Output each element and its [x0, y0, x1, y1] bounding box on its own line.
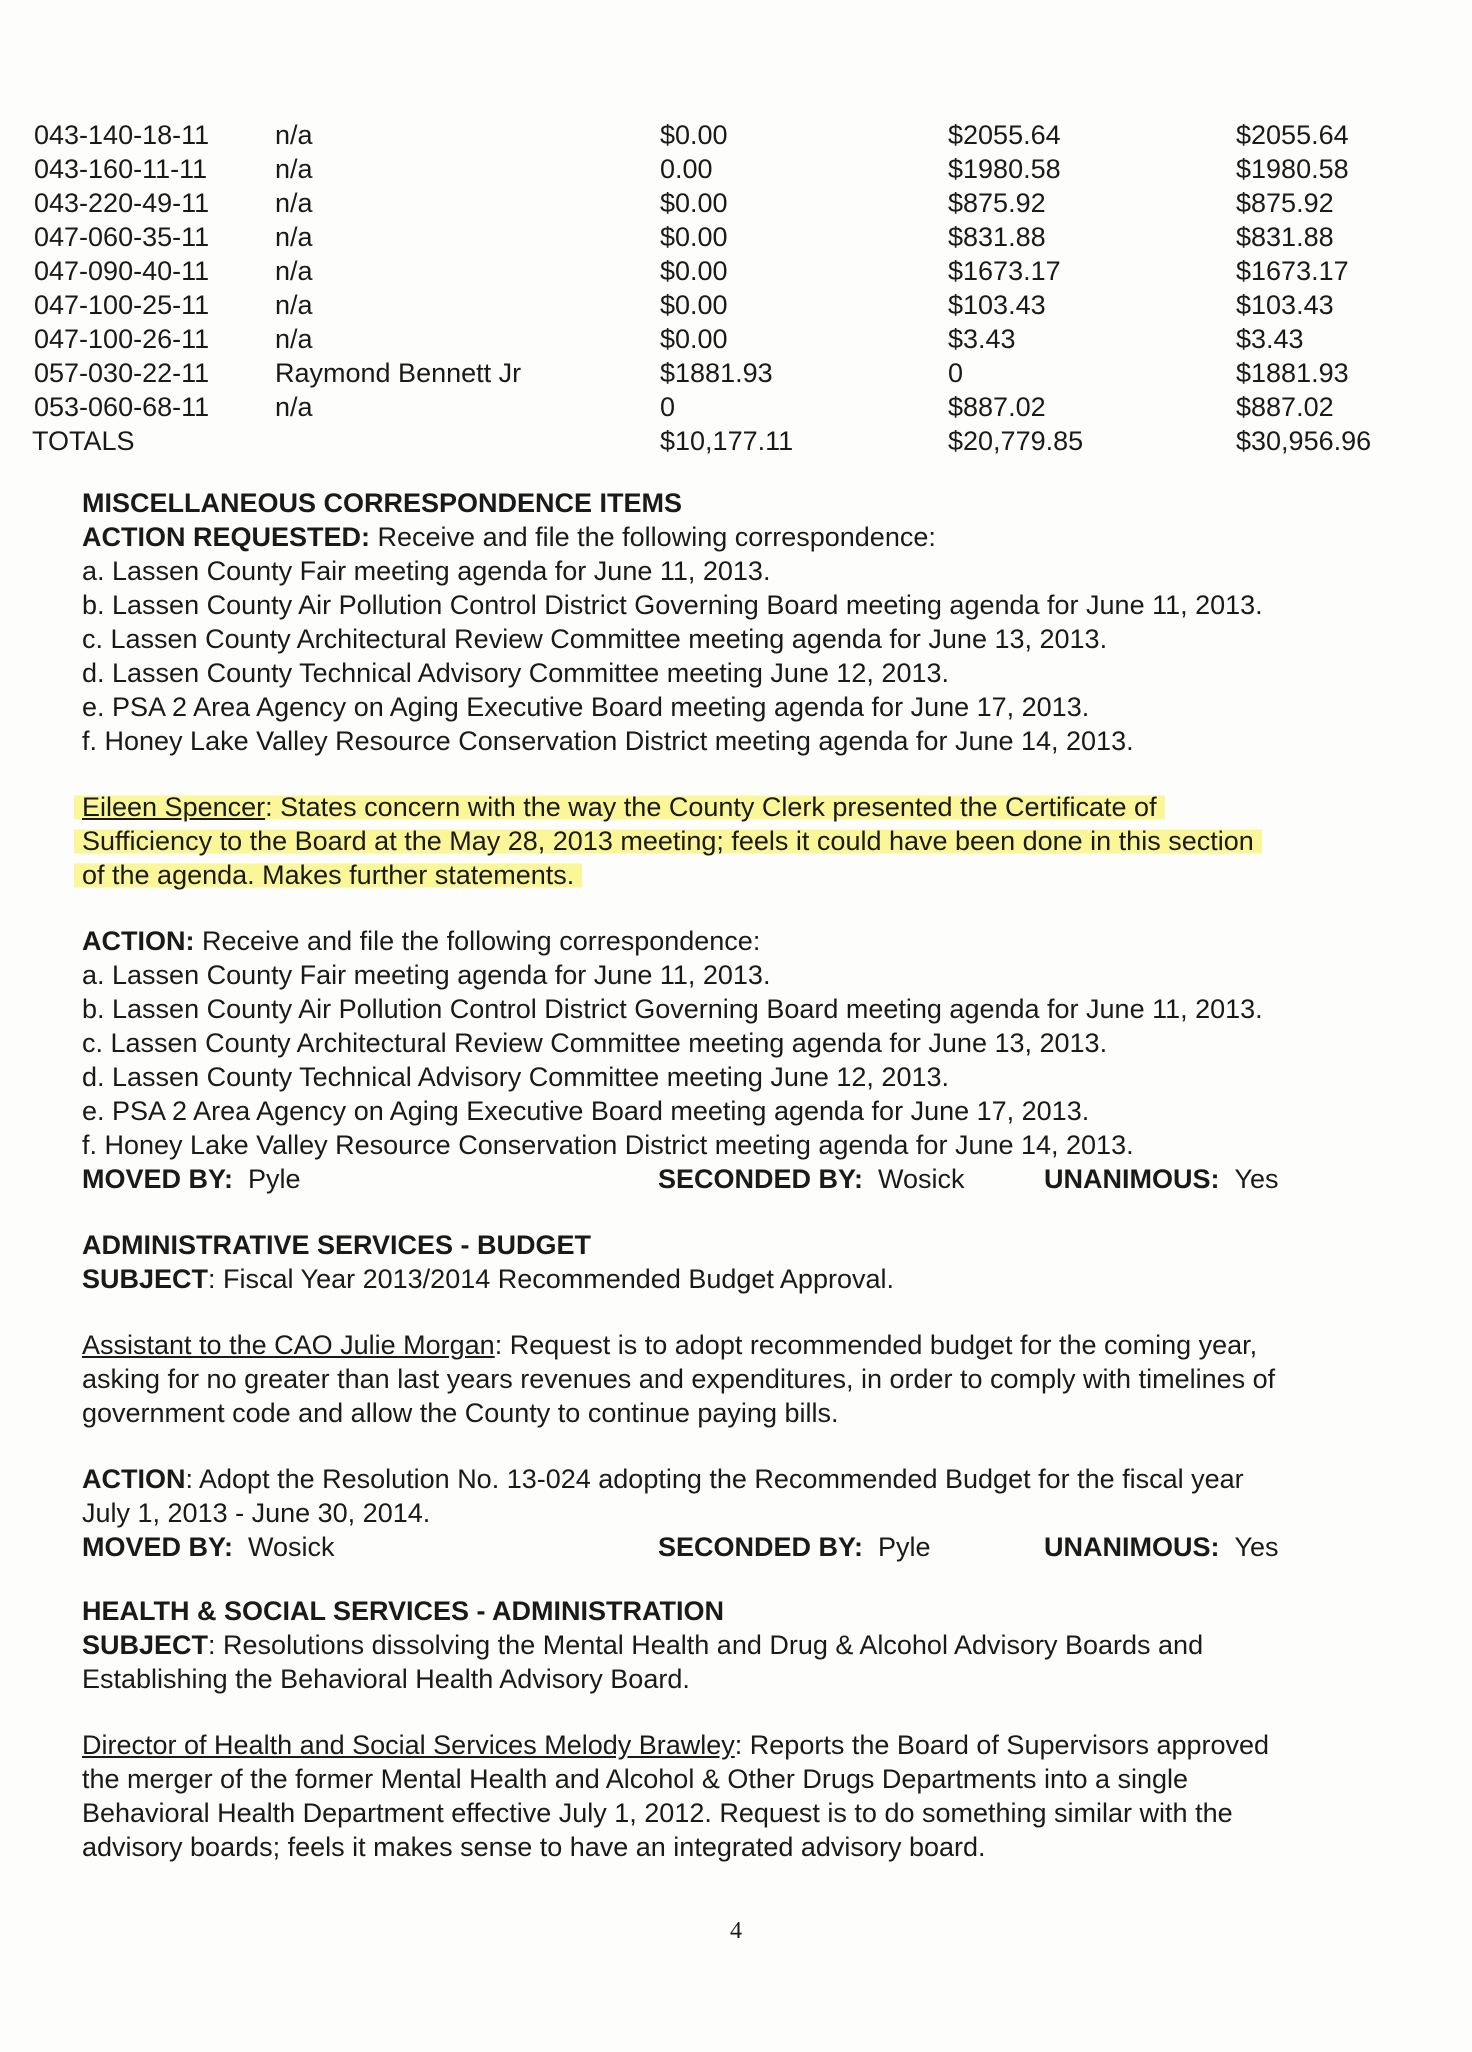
comment-text: : States concern with the way the County Clerk presented the Certificate of [265, 792, 1157, 822]
owner-name: n/a [275, 154, 313, 184]
owner-name: n/a [275, 392, 313, 422]
action-requested [82, 520, 1382, 554]
moved-by-value: Pyle [248, 1164, 301, 1194]
amount-total: $1980.58 [1236, 154, 1349, 184]
public-comment [82, 790, 1382, 892]
owner-name: n/a [275, 324, 313, 354]
table-row [34, 186, 1394, 220]
parcel-number: 057-030-22-11 [34, 358, 210, 388]
amount-total: $3.43 [1236, 324, 1304, 354]
speaker-name: Assistant to the CAO Julie Morgan [82, 1330, 495, 1360]
seconded-by-label: SECONDED BY: [658, 1532, 864, 1562]
amount-b: $887.02 [948, 392, 1046, 422]
owner-name: n/a [275, 290, 313, 320]
unanimous-label: UNANIMOUS: [1044, 1532, 1220, 1562]
subject-label: SUBJECT [82, 1264, 209, 1294]
speaker-name: Director of Health and Social Services Melody Brawley [82, 1730, 735, 1760]
parcel-number: 047-090-40-11 [34, 256, 210, 286]
total-c: $30,956.96 [1236, 426, 1372, 456]
budget-section [82, 1228, 1382, 1296]
action-label: ACTION: [82, 926, 195, 956]
unanimous-label: UNANIMOUS: [1044, 1164, 1220, 1194]
table-row [34, 390, 1394, 424]
table-row [34, 220, 1394, 254]
list-item: a. Lassen County Fair meeting agenda for June 11, 2013. [82, 960, 771, 990]
owner-name: n/a [275, 256, 313, 286]
parcel-number: 053-060-68-11 [34, 392, 210, 422]
report-text: : Request is to adopt recommended budget for the coming year, [494, 1330, 1258, 1360]
subject-text: : Resolutions dissolving the Mental Health and Drug & Alcohol Advisory Boards and [208, 1630, 1204, 1660]
total-b: $20,779.85 [948, 426, 1084, 456]
amount-total: $887.02 [1236, 392, 1334, 422]
vote-line [82, 1530, 1382, 1564]
parcel-number: 047-100-25-11 [34, 290, 210, 320]
amount-total: $2055.64 [1236, 120, 1349, 150]
list-item: c. Lassen County Architectural Review Committee meeting agenda for June 13, 2013. [82, 624, 1108, 654]
table-row [34, 118, 1394, 152]
parcel-number: 047-060-35-11 [34, 222, 210, 252]
comment-text: Sufficiency to the Board at the May 28, 2013 meeting; feels it could have been done in this section [74, 826, 1262, 856]
amount-total: $1673.17 [1236, 256, 1349, 286]
unanimous-value: Yes [1234, 1164, 1279, 1194]
total-a: $10,177.11 [660, 426, 794, 456]
report-text: : Reports the Board of Supervisors approved [734, 1730, 1270, 1760]
action-text: Receive and file the following correspondence: [194, 926, 761, 956]
amount-b: 0 [948, 358, 964, 388]
parcel-number: 043-160-11-11 [34, 154, 208, 184]
report-text: advisory boards; feels it makes sense to have an integrated advisory board. [82, 1832, 986, 1862]
moved-by-label: MOVED BY: [82, 1532, 234, 1562]
table-row [34, 288, 1394, 322]
totals-label: TOTALS [32, 426, 135, 456]
seconded-by [658, 1162, 965, 1196]
owner-name: n/a [275, 222, 313, 252]
section-heading: ADMINISTRATIVE SERVICES - BUDGET [82, 1230, 592, 1260]
misc-correspondence-section [82, 486, 1382, 758]
list-item: f. Honey Lake Valley Resource Conservation District meeting agenda for June 14, 2013. [82, 726, 1134, 756]
parcel-number: 043-220-49-11 [34, 188, 210, 218]
list-item: b. Lassen County Air Pollution Control District Governing Board meeting agenda for June 11, 2013. [82, 994, 1263, 1024]
amount-b: $2055.64 [948, 120, 1061, 150]
moved-by [82, 1162, 301, 1196]
list-item: c. Lassen County Architectural Review Committee meeting agenda for June 13, 2013. [82, 1028, 1108, 1058]
list-item: e. PSA 2 Area Agency on Aging Executive Board meeting agenda for June 17, 2013. [82, 1096, 1090, 1126]
list-item: e. PSA 2 Area Agency on Aging Executive Board meeting agenda for June 17, 2013. [82, 692, 1090, 722]
staff-report [82, 1728, 1382, 1864]
totals-row [34, 424, 1394, 458]
report-text: Behavioral Health Department effective July 1, 2012. Request is to do something similar with the [82, 1798, 1233, 1828]
amount-b: $103.43 [948, 290, 1046, 320]
amount-a: $0.00 [660, 222, 728, 252]
amount-total: $831.88 [1236, 222, 1334, 252]
owner-name: n/a [275, 120, 313, 150]
moved-by-label: MOVED BY: [82, 1164, 234, 1194]
minutes-body [82, 486, 1382, 1864]
action-section [82, 1462, 1382, 1530]
vote-line [82, 1162, 1382, 1196]
list-item: a. Lassen County Fair meeting agenda for June 11, 2013. [82, 556, 771, 586]
unanimous [1044, 1530, 1279, 1564]
amount-b: $831.88 [948, 222, 1046, 252]
speaker-name: Eileen Spencer [82, 792, 266, 822]
seconded-by-value: Wosick [878, 1164, 965, 1194]
action-text: : Adopt the Resolution No. 13-024 adopting the Recommended Budget for the fiscal year [185, 1464, 1244, 1494]
moved-by [82, 1530, 335, 1564]
owner-name: n/a [275, 188, 313, 218]
subject-text: Establishing the Behavioral Health Advisory Board. [82, 1664, 690, 1694]
amount-a: $0.00 [660, 256, 728, 286]
list-item: f. Honey Lake Valley Resource Conservation District meeting agenda for June 14, 2013. [82, 1130, 1134, 1160]
health-section [82, 1594, 1382, 1696]
parcel-number: 043-140-18-11 [34, 120, 210, 150]
report-text: the merger of the former Mental Health and Alcohol & Other Drugs Departments into a single [82, 1764, 1189, 1794]
action-section [82, 924, 1382, 1162]
action-requested-label: ACTION REQUESTED: [82, 522, 371, 552]
list-item: d. Lassen County Technical Advisory Committee meeting June 12, 2013. [82, 1062, 949, 1092]
amount-total: $103.43 [1236, 290, 1334, 320]
amount-total: $1881.93 [1236, 358, 1349, 388]
comment-text: of the agenda. Makes further statements. [74, 860, 582, 890]
action-requested-text: Receive and file the following correspondence: [370, 522, 936, 552]
seconded-by-value: Pyle [878, 1532, 931, 1562]
list-item: b. Lassen County Air Pollution Control District Governing Board meeting agenda for June 11, 2013. [82, 590, 1263, 620]
subject-text: : Fiscal Year 2013/2014 Recommended Budget Approval. [208, 1264, 894, 1294]
list-item: d. Lassen County Technical Advisory Committee meeting June 12, 2013. [82, 658, 949, 688]
subject-line [82, 1262, 1382, 1296]
amount-b: $1980.58 [948, 154, 1061, 184]
seconded-by [658, 1530, 931, 1564]
action-label: ACTION [82, 1464, 186, 1494]
report-text: asking for no greater than last years revenues and expenditures, in order to comply with timelines of [82, 1364, 1276, 1394]
amount-b: $3.43 [948, 324, 1016, 354]
amount-b: $1673.17 [948, 256, 1061, 286]
table-row [34, 356, 1394, 390]
owner-name: Raymond Bennett Jr [275, 358, 522, 388]
table-row [34, 254, 1394, 288]
amount-a: $0.00 [660, 324, 728, 354]
amount-a: $0.00 [660, 120, 728, 150]
section-heading: MISCELLANEOUS CORRESPONDENCE ITEMS [82, 488, 683, 518]
amount-b: $875.92 [948, 188, 1046, 218]
moved-by-value: Wosick [248, 1532, 335, 1562]
parcel-table [34, 118, 1394, 458]
seconded-by-label: SECONDED BY: [658, 1164, 864, 1194]
report-text: government code and allow the County to continue paying bills. [82, 1398, 839, 1428]
amount-a: 0.00 [660, 154, 713, 184]
action-text: July 1, 2013 - June 30, 2014. [82, 1498, 431, 1528]
amount-total: $875.92 [1236, 188, 1334, 218]
page-number: 4 [730, 1918, 742, 1944]
unanimous-value: Yes [1234, 1532, 1279, 1562]
table-row [34, 322, 1394, 356]
amount-a: $0.00 [660, 290, 728, 320]
table-row [34, 152, 1394, 186]
section-heading: HEALTH & SOCIAL SERVICES - ADMINISTRATION [82, 1596, 725, 1626]
amount-a: $1881.93 [660, 358, 773, 388]
parcel-number: 047-100-26-11 [34, 324, 210, 354]
subject-label: SUBJECT [82, 1630, 209, 1660]
action-line [82, 924, 1382, 958]
staff-report [82, 1328, 1382, 1430]
amount-a: 0 [660, 392, 676, 422]
unanimous [1044, 1162, 1279, 1196]
amount-a: $0.00 [660, 188, 728, 218]
